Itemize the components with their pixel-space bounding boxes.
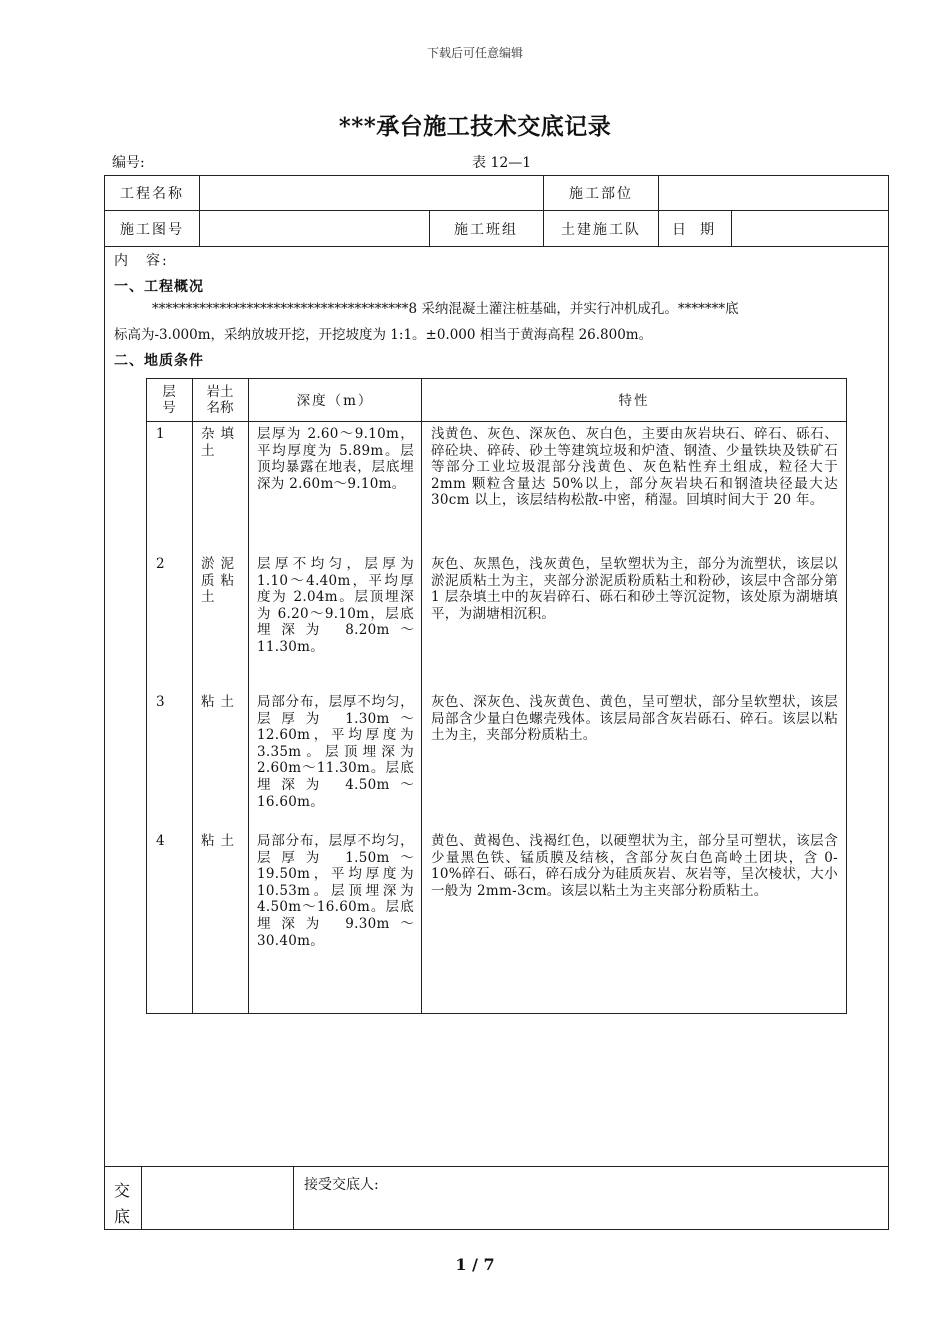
drawing-field[interactable] — [202, 213, 426, 243]
character-text: 浅黄色、灰色、深灰色、灰白色，主要由灰岩块石、碎石、砾石、碎砼块、碎砖、砂土等建筑垃圾和炉渣、钢渣、少量铁块及铁矿石等部分工业垃圾混部分浅黄色、灰色粘性弃土组成，粒径大于 2mm 颗粒含量达 50%以上，部分灰岩块石和钢渣块径最大达 30cm 以上，该层结构松散-中密，稍湿。回填时间大于 20 年。 — [431, 426, 838, 509]
depth-text: 局部分布，层厚不均匀，层厚为 1.50m～19.50m，平均厚度为 10.53m。层顶埋深为 4.50m～16.60m。层底埋深为 9.30m～30.40m。 — [257, 833, 414, 949]
depth-text: 层厚不均匀，层厚为 1.10～4.40m，平均厚度为 2.04m。层顶埋深为 6.20～9.10m，层底埋深为 8.20m～11.30m。 — [257, 556, 414, 655]
project-name-field[interactable] — [202, 178, 540, 208]
handover-label-2: 底 — [114, 1207, 131, 1226]
character-text: 黄色、黄褐色、浅褐红色，以硬塑状为主，部分呈可塑状，该层含少量黑色铁、锰质膜及结核，含部分灰白色高岭土团块，含 0-10%碎石、砾石，碎石成分为硅质灰岩、灰岩等，呈次棱状，大小一般为 2mm-3cm。该层以粘土为主夹部分粉质粘土。 — [431, 833, 838, 899]
layer-no: 2 — [156, 556, 165, 572]
content-label: 内 容: — [114, 253, 169, 269]
page-title: ***承台施工技术交底记录 — [338, 113, 612, 140]
project-name-label: 工程名称 — [120, 186, 184, 202]
overview-line-1: **************************************8 采纳混凝土灌注桩基础，并实行冲机成孔。*******底 — [152, 301, 739, 317]
soil-name: 杂填土 — [201, 426, 240, 459]
section-heading-geology: 二、地质条件 — [114, 353, 204, 369]
handover-label-1: 交 — [114, 1181, 131, 1200]
section-heading-overview: 一、工程概况 — [114, 279, 204, 295]
soil-name: 淤泥质粘土 — [201, 556, 240, 606]
receiver-signature-field[interactable] — [400, 1169, 885, 1226]
page-number: 1 / 7 — [455, 1255, 495, 1274]
col-header-layer-no: 层号 — [162, 384, 176, 416]
handover-signature-field[interactable] — [144, 1169, 290, 1226]
date-label: 日 期 — [672, 222, 714, 238]
character-text: 灰色、深灰色、浅灰黄色、黄色，呈可塑状，部分呈软塑状，该层局部含少量白色螺壳残体。该层局部含灰岩砾石、碎石。该层以粘土为主，夹部分粉质粘土。 — [431, 694, 838, 744]
col-header-depth: 深度（m） — [296, 393, 374, 409]
overview-line-2: 标高为-3.000m，采纳放坡开挖，开挖坡度为 1:1。±0.000 相当于黄海高程 26.800m。 — [114, 327, 653, 343]
receiver-label: 接受交底人: — [304, 1177, 379, 1193]
depth-text: 局部分布，层厚不均匀，层厚为 1.30m～12.60m，平均厚度为 3.35m。层顶埋深为 2.60m～11.30m。层底埋深为 4.50m～16.60m。 — [257, 694, 414, 810]
col-header-soil-name: 岩土名称 — [206, 384, 234, 416]
depth-text: 层厚为 2.60～9.10m，平均厚度为 5.89m。层顶均暴露在地表，层底埋深为 2.60m～9.10m。 — [257, 426, 414, 492]
layer-no: 1 — [156, 426, 165, 442]
serial-label: 编号: — [112, 155, 145, 171]
col-header-character: 特性 — [618, 393, 650, 409]
character-text: 灰色、灰黑色，浅灰黄色，呈软塑状为主，部分为流塑状，该层以淤泥质粘土为主，夹部分淤泥质粉质粘土和粉砂，该层中含部分第 1 层杂填土中的灰岩碎石、砾石和砂土等沉淀物，该处原为湖塘填平，为湖塘相沉积。 — [431, 556, 838, 622]
date-field[interactable] — [734, 213, 885, 243]
soil-name: 粘土 — [201, 694, 240, 710]
team-value: 土建施工队 — [561, 222, 641, 238]
header-note: 下载后可任意编辑 — [426, 46, 523, 60]
team-label: 施工班组 — [454, 222, 518, 238]
form-number: 表 12—1 — [472, 155, 532, 171]
layer-no: 3 — [156, 694, 165, 710]
soil-name: 粘土 — [201, 833, 240, 849]
location-label: 施工部位 — [569, 186, 633, 202]
layer-no: 4 — [156, 833, 165, 849]
location-field[interactable] — [661, 178, 885, 208]
drawing-label: 施工图号 — [120, 222, 184, 238]
